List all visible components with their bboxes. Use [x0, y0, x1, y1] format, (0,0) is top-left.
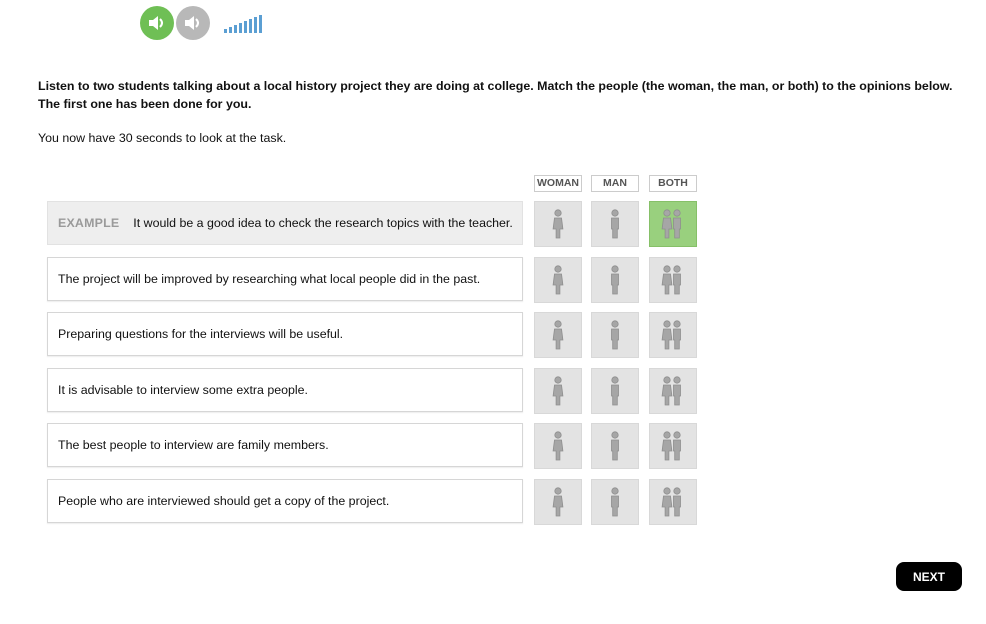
statement [47, 312, 523, 356]
option-man[interactable] [591, 201, 639, 247]
question-row [47, 423, 725, 469]
audio-mute-button[interactable] [176, 6, 210, 40]
woman-icon [545, 319, 571, 351]
option-both[interactable] [649, 257, 697, 303]
option-both[interactable] [649, 201, 697, 247]
speaker-icon [146, 12, 168, 34]
option-man[interactable] [591, 312, 639, 358]
next-button[interactable]: NEXT [896, 562, 962, 591]
task-instructions: Listen to two students talking about a local history project they are doing at college. Match the people (the woman, the man, or both) to the opinions below. The first one has been done for you. [38, 79, 953, 111]
statement [47, 368, 523, 412]
option-both[interactable] [649, 312, 697, 358]
statement-text: People who are interviewed should get a copy of the project. [58, 494, 390, 508]
couple-icon [658, 486, 688, 518]
option-both[interactable] [649, 423, 697, 469]
speaker-muted-icon [182, 12, 204, 34]
option-woman[interactable] [534, 201, 582, 247]
question-row [47, 479, 725, 525]
woman-icon [545, 486, 571, 518]
statement-text: The best people to interview are family members. [58, 438, 329, 452]
option-woman[interactable] [534, 257, 582, 303]
volume-bars-icon[interactable] [224, 13, 264, 33]
audio-controls [140, 6, 264, 40]
option-woman[interactable] [534, 312, 582, 358]
couple-icon [658, 430, 688, 462]
question-row [47, 257, 725, 303]
column-header-both: BOTH [649, 175, 697, 192]
option-man[interactable] [591, 423, 639, 469]
man-icon [602, 264, 628, 296]
man-icon [602, 319, 628, 351]
example-row [47, 201, 725, 247]
option-both[interactable] [649, 479, 697, 525]
timer-note: You now have 30 seconds to look at the task. [38, 131, 287, 145]
man-icon [602, 486, 628, 518]
column-header-woman: WOMAN [534, 175, 582, 192]
woman-icon [545, 375, 571, 407]
option-man[interactable] [591, 257, 639, 303]
man-icon [602, 375, 628, 407]
couple-icon [658, 264, 688, 296]
option-woman[interactable] [534, 368, 582, 414]
man-icon [602, 208, 628, 240]
option-both[interactable] [649, 368, 697, 414]
woman-icon [545, 264, 571, 296]
woman-icon [545, 430, 571, 462]
option-woman[interactable] [534, 423, 582, 469]
statement-text: Preparing questions for the interviews will be useful. [58, 327, 344, 341]
statement [47, 257, 523, 301]
audio-play-button[interactable] [140, 6, 174, 40]
question-row [47, 368, 725, 414]
statement [47, 479, 523, 523]
statement [47, 423, 523, 467]
statement-text: It is advisable to interview some extra people. [58, 383, 309, 397]
option-man[interactable] [591, 368, 639, 414]
couple-icon [658, 208, 688, 240]
couple-icon [658, 375, 688, 407]
option-woman[interactable] [534, 479, 582, 525]
example-label: EXAMPLE [58, 216, 120, 230]
question-row [47, 312, 725, 358]
woman-icon [545, 208, 571, 240]
statement-text: It would be a good idea to check the research topics with the teacher. [133, 216, 513, 230]
option-man[interactable] [591, 479, 639, 525]
couple-icon [658, 319, 688, 351]
man-icon [602, 430, 628, 462]
statement-text: The project will be improved by researching what local people did in the past. [58, 272, 481, 286]
column-header-man: MAN [591, 175, 639, 192]
statement [47, 201, 523, 245]
